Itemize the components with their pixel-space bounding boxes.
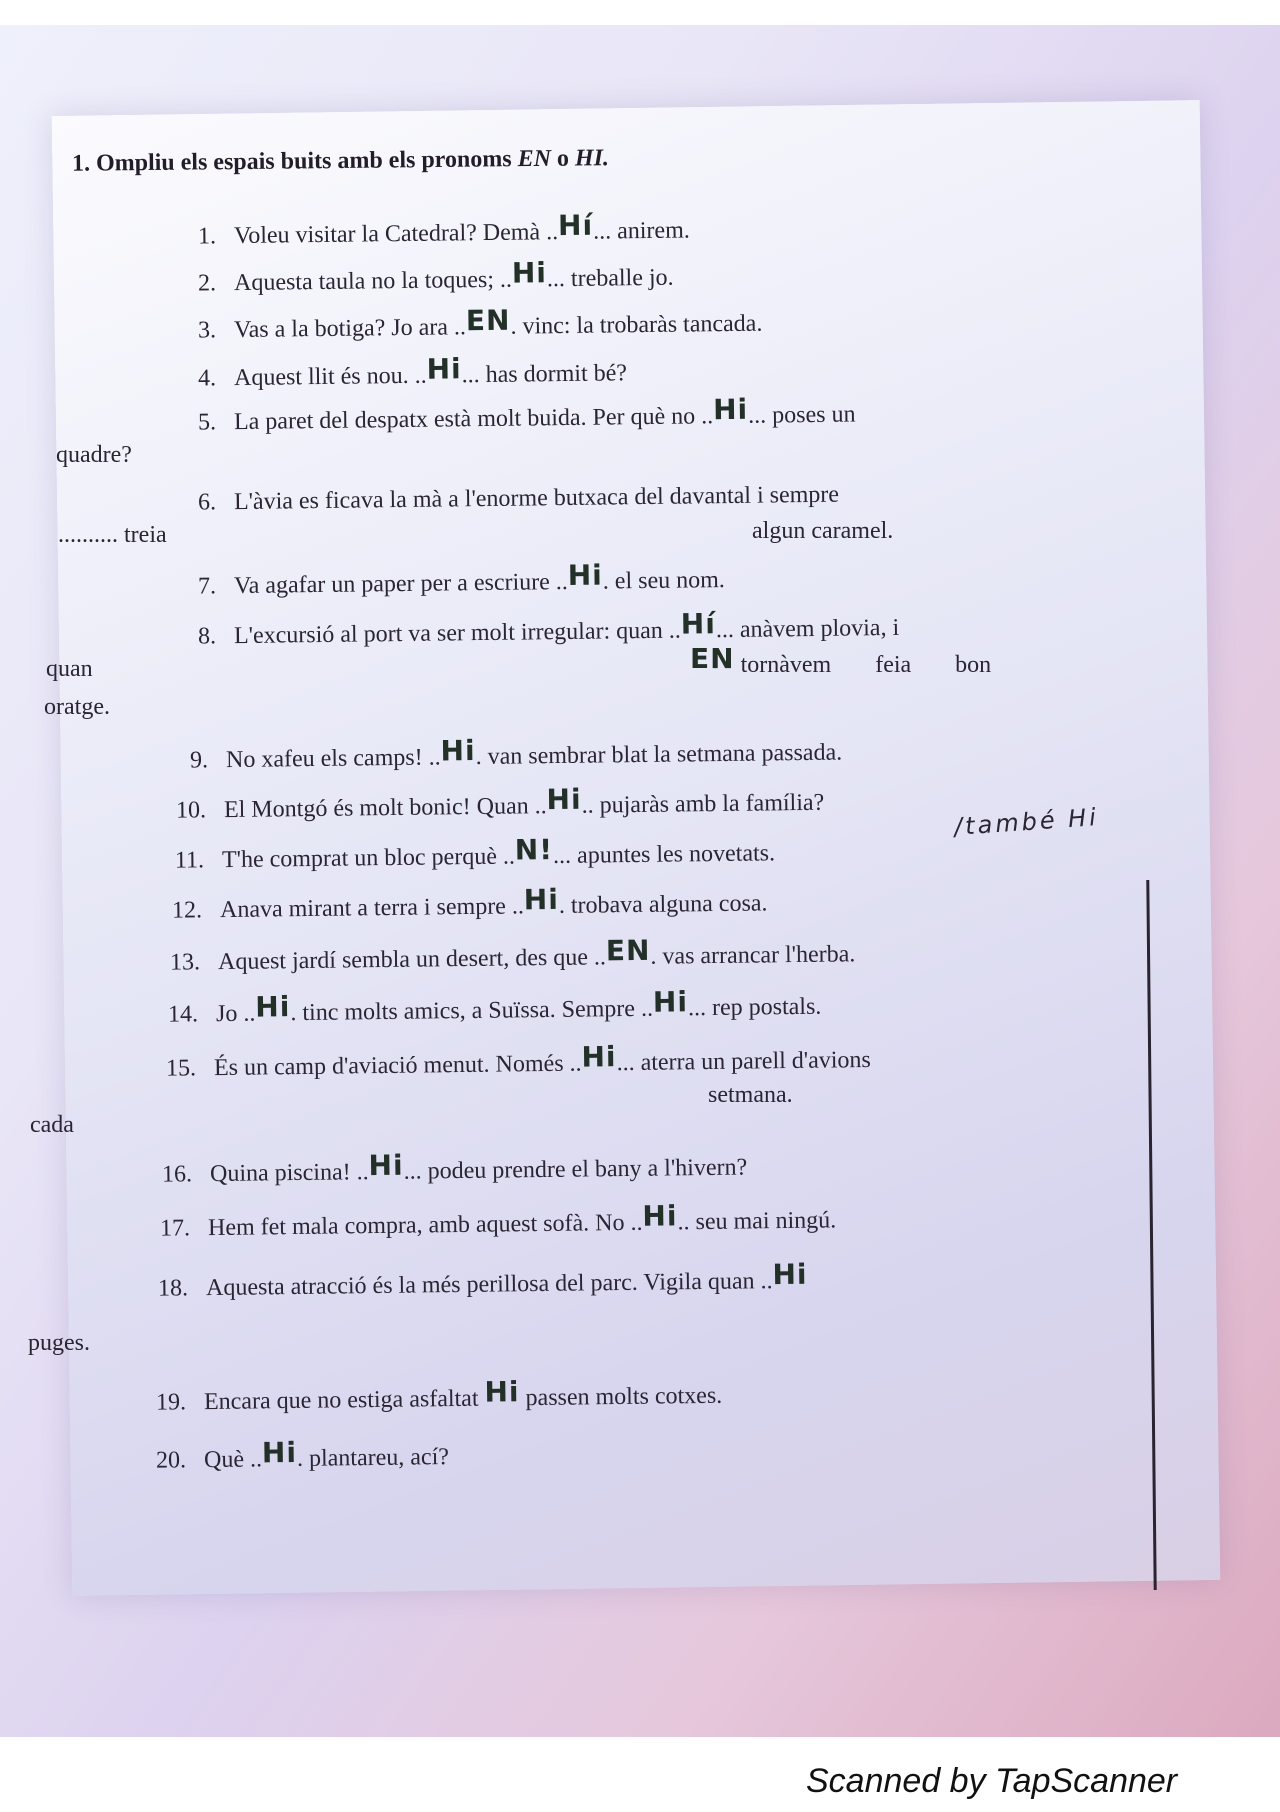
item8-continuation-left: quan <box>46 656 93 682</box>
exercise-item: 17. Hem fet mala compra, amb aquest sofà. No ..Hi.. seu mai ningú. <box>159 1199 837 1242</box>
handwritten-note: /també Hi <box>953 802 1100 842</box>
handwritten-answer: Hi <box>261 1435 298 1470</box>
exercise-item: 9. No xafeu els camps! ..Hi. van sembrar blat la setmana passada. <box>189 734 843 774</box>
exercise-item: 3. Vas a la botiga? Jo ara ..EN. vinc: la trobaràs tancada. <box>197 303 763 344</box>
handwritten-answer: Hí <box>680 607 717 641</box>
handwritten-answer: Hi <box>546 782 582 817</box>
exercise-item: 2. Aquesta taula no la toques; ..Hi... treballe jo. <box>197 256 674 297</box>
handwritten-answer: N! <box>514 833 554 867</box>
item8-continuation-right: EN tornàvem feia bon <box>690 642 992 678</box>
exercise-item: 1. Voleu visitar la Catedral? Demà ..Hí... anirem. <box>197 208 690 250</box>
handwritten-answer: Hi <box>255 990 291 1024</box>
item6-continuation-right: algun caramel. <box>752 518 894 544</box>
handwritten-answer: Hi <box>581 1040 617 1074</box>
item5-continuation: quadre? <box>56 442 132 468</box>
handwritten-answer: Hí <box>557 208 594 243</box>
handwritten-answer: Hi <box>484 1375 520 1409</box>
handwritten-answer: Hi <box>511 256 548 290</box>
exercise-item: 15. És un camp d'aviació menut. Només ..Hi... aterra un parell d'avions <box>165 1040 871 1082</box>
heading-number: 1. <box>71 150 91 177</box>
exercise-item: 19. Encara que no estiga asfaltat Hi passen molts cotxes. <box>155 1375 723 1416</box>
handwritten-answer: Hi <box>712 392 749 427</box>
item15-continuation-left: cada <box>30 1112 74 1138</box>
exercise-item: 13. Aquest jardí sembla un desert, des que ..EN. vas arrancar l'herba. <box>169 933 856 976</box>
exercise-item: 8. L'excursió al port va ser molt irregular: quan ..Hí... anàvem plovia, i <box>197 607 900 650</box>
item18-continuation: puges. <box>28 1330 90 1356</box>
handwritten-answer: Hi <box>426 352 462 386</box>
exercise-item: 10. El Montgó és molt bonic! Quan ..Hi.. pujaràs amb la família? <box>175 782 825 824</box>
handwritten-answer: Hi <box>642 1199 678 1233</box>
exercise-item: 6. L'àvia es ficava la mà a l'enorme butxaca del davantal i sempre <box>197 481 840 516</box>
heading-o: o <box>556 145 570 172</box>
item6-continuation-left: .......... treia <box>58 522 167 548</box>
item8-continuation-2: oratge. <box>44 694 110 720</box>
handwritten-answer: Hi <box>368 1148 404 1183</box>
exercise-item: 18. Aquesta atracció és la més perillosa del parc. Vigila quan ..Hi <box>157 1257 808 1302</box>
exercise-heading <box>72 145 609 178</box>
exercise-item: 14. Jo ..Hi. tinc molts amics, a Suïssa. Sempre ..Hi... rep postals. <box>167 985 822 1028</box>
handwritten-answer: Hi <box>772 1257 808 1292</box>
handwritten-answer: EN <box>465 303 511 338</box>
handwritten-answer: EN <box>690 642 735 675</box>
exercise-item: 20. Què ..Hi. plantareu, ací? <box>155 1435 450 1474</box>
handwritten-answer: Hi <box>440 734 476 768</box>
exercise-item: 11. T'he comprat un bloc perquè ..N!... apuntes les novetats. <box>174 833 776 874</box>
handwritten-answer: Hi <box>523 882 560 917</box>
item15-continuation-right: setmana. <box>708 1082 793 1108</box>
handwritten-answer: Hi <box>652 985 689 1019</box>
heading-hi: HI. <box>574 145 610 172</box>
heading-en: EN <box>517 145 552 173</box>
scanner-footer: Scanned by TapScanner <box>806 1762 1178 1800</box>
handwritten-answer: EN <box>605 933 651 968</box>
exercise-item: 16. Quina piscina! ..Hi... podeu prendre el bany a l'hivern? <box>161 1148 748 1188</box>
exercise-item: 7. Va agafar un paper per a escriure ..Hi. el seu nom. <box>197 558 725 600</box>
exercise-item: 5. La paret del despatx està molt buida. Per què no ..Hi... poses un <box>197 392 856 436</box>
exercise-item: 12. Anava mirant a terra i sempre ..Hi. trobava alguna cosa. <box>171 882 768 924</box>
exercise-item: 4. Aquest llit és nou. ..Hi... has dormit bé? <box>197 352 628 392</box>
heading-text: Ompliu els espais buits amb els pronoms <box>95 146 512 177</box>
handwritten-answer: Hi <box>567 558 603 592</box>
